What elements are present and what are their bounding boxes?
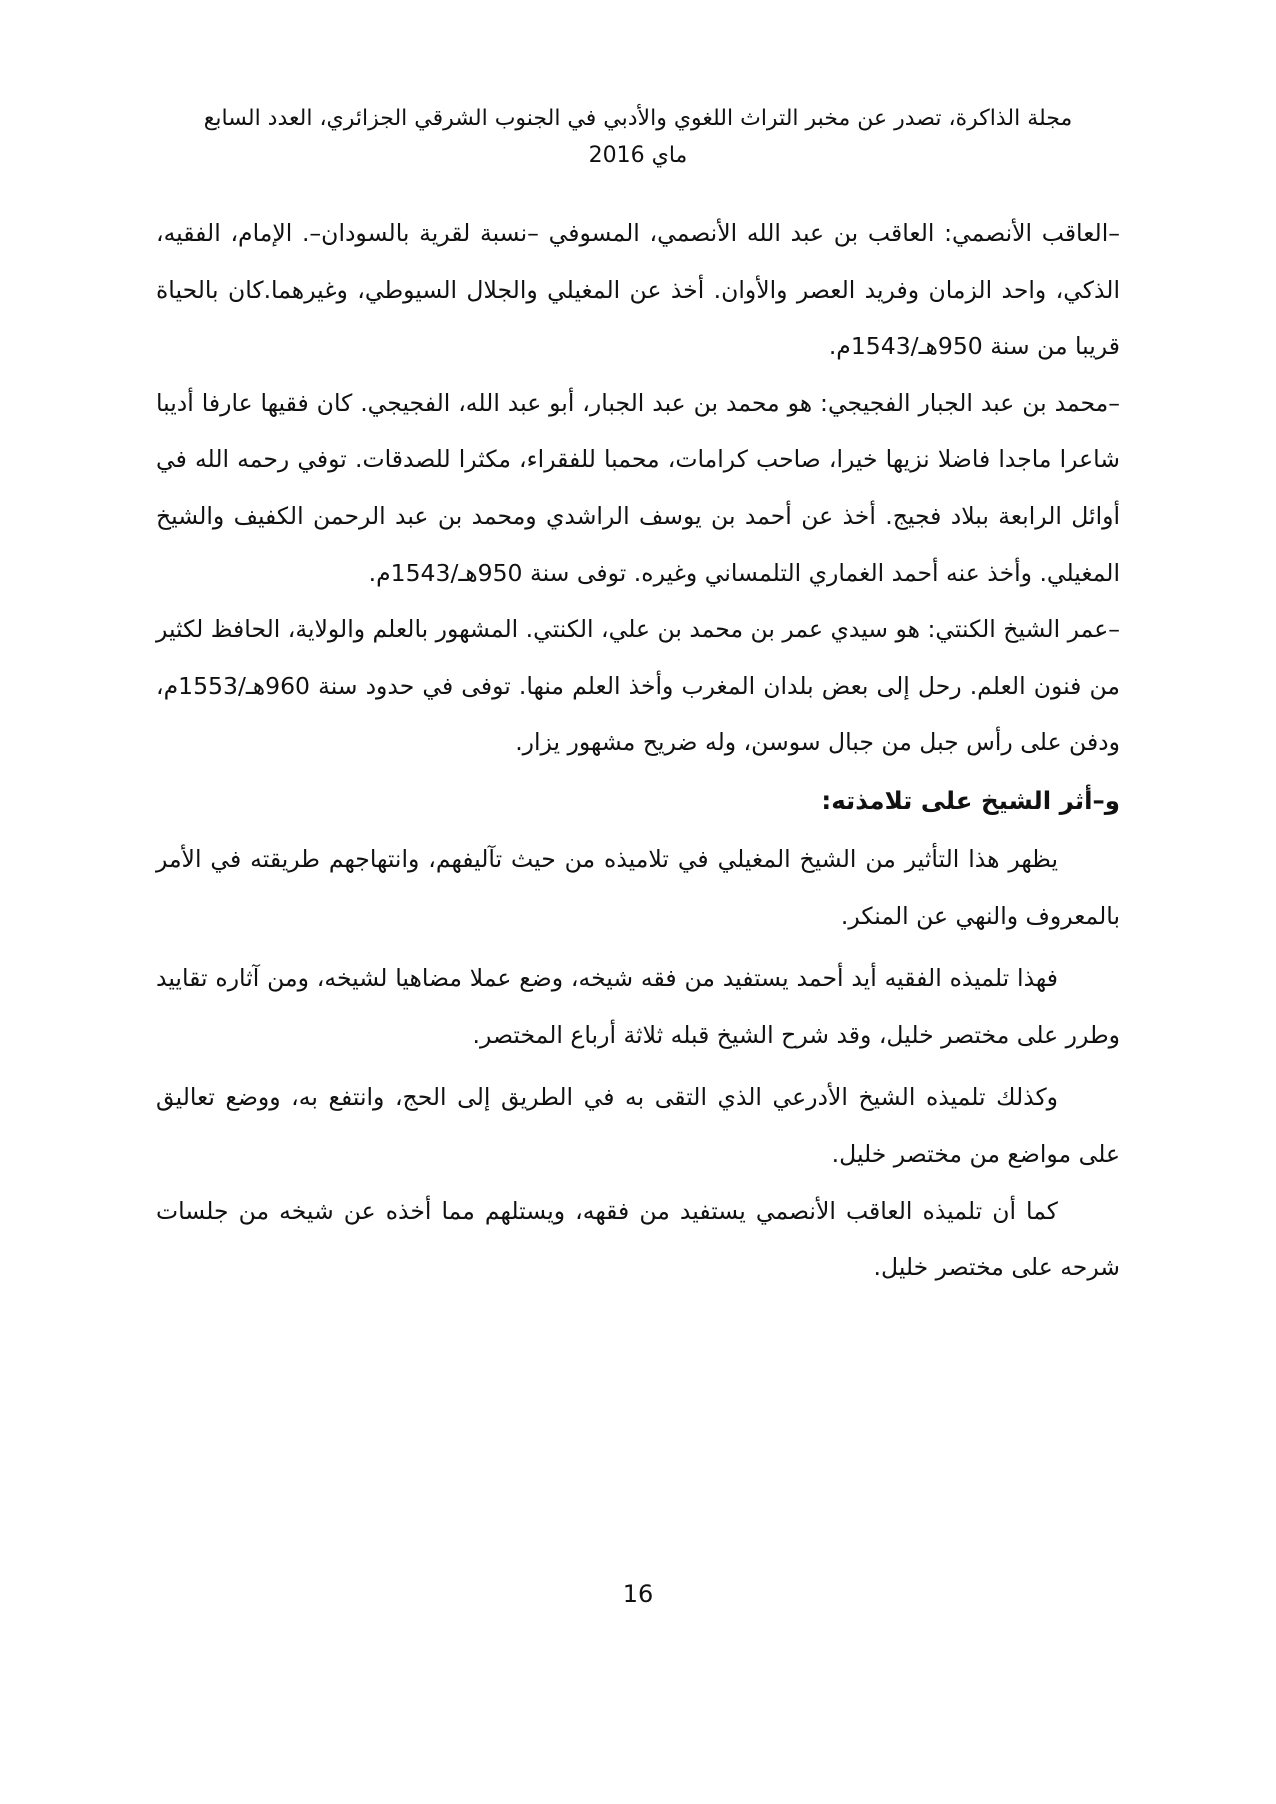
paragraph-adraei: وكذلك تلميذه الشيخ الأدرعي الذي التقى به في الطريق إلى الحج، وانتفع به، ووضع تعاليق على مواضع من مختصر خليل. bbox=[156, 1083, 1120, 1168]
biography-muhammad-fajiji: –محمد بن عبد الجبار الفجيجي: هو محمد بن عبد الجبار، أبو عبد الله، الفجيجي. كان فقيها عارفا أديبا شاعرا ماجدا فاضلا نزيها خيرا، صاحب كرامات، محمبا للفقراء، مكثرا للصدقات. توفي رحمه الله في أوائل الرابعة ببلاد فجيج. أخذ عن أحمد بن يوسف الراشدي ومحمد بن عبد الرحمن الكفيف والشيخ المغيلي. وأخذ عنه أحمد الغماري التلمساني وغيره. توفى سنة 950هـ/1543م. bbox=[156, 388, 1120, 587]
biography-umar-kunti: –عمر الشيخ الكنتي: هو سيدي عمر بن محمد بن علي، الكنتي. المشهور بالعلم والولاية، الحافظ لكثير من فنون العلم. رحل إلى بعض بلدان المغرب وأخذ العلم منها. توفى في حدود سنة 960هـ/1553م، ودفن على رأس جبل من جبال سوسن، وله ضريح مشهور يزار. bbox=[155, 615, 1120, 757]
paragraph-ayd-ahmad: فهذا تلميذه الفقيه أيد أحمد يستفيد من فقه شيخه، وضع عملا مضاهيا لشيخه، ومن آثاره تقاييد وطرر على مختصر خليل، وقد شرح الشيخ قبله ثلاثة أرباع المختصر. bbox=[156, 964, 1120, 1049]
article-body bbox=[156, 205, 1120, 1296]
biography-aqib-ansami: –العاقب الأنصمي: العاقب بن عبد الله الأنصمي، المسوفي –نسبة لقرية بالسودان–. الإمام، الفقيه، الذكي، واحد الزمان وفريد العصر والأوان. أخذ عن المغيلي والجلال السيوطي، وغيرهما.كان بالحياة قريبا من سنة 950هـ/1543م. bbox=[156, 219, 1120, 361]
page-number: 16 bbox=[622, 1580, 654, 1608]
journal-header bbox=[160, 100, 1116, 174]
section-heading: و–أثر الشيخ على تلامذته: bbox=[821, 785, 1120, 815]
header-line-1: مجلة الذاكرة، تصدر عن مخبر التراث اللغوي والأدبي في الجنوب الشرقي الجزائري، العدد السابع bbox=[203, 106, 1073, 131]
header-line-2: ماي 2016 bbox=[588, 143, 688, 168]
paragraph-aqib-student: كما أن تلميذه العاقب الأنصمي يستفيد من فقهه، ويستلهم مما أخذه عن شيخه من جلسات شرحه على مختصر خليل. bbox=[156, 1196, 1120, 1282]
paragraph-influence: يظهر هذا التأثير من الشيخ المغيلي في تلاميذه من حيث تآليفهم، وانتهاجهم طريقته في الأمر بالمعروف والنهي عن المنكر. bbox=[156, 844, 1120, 930]
